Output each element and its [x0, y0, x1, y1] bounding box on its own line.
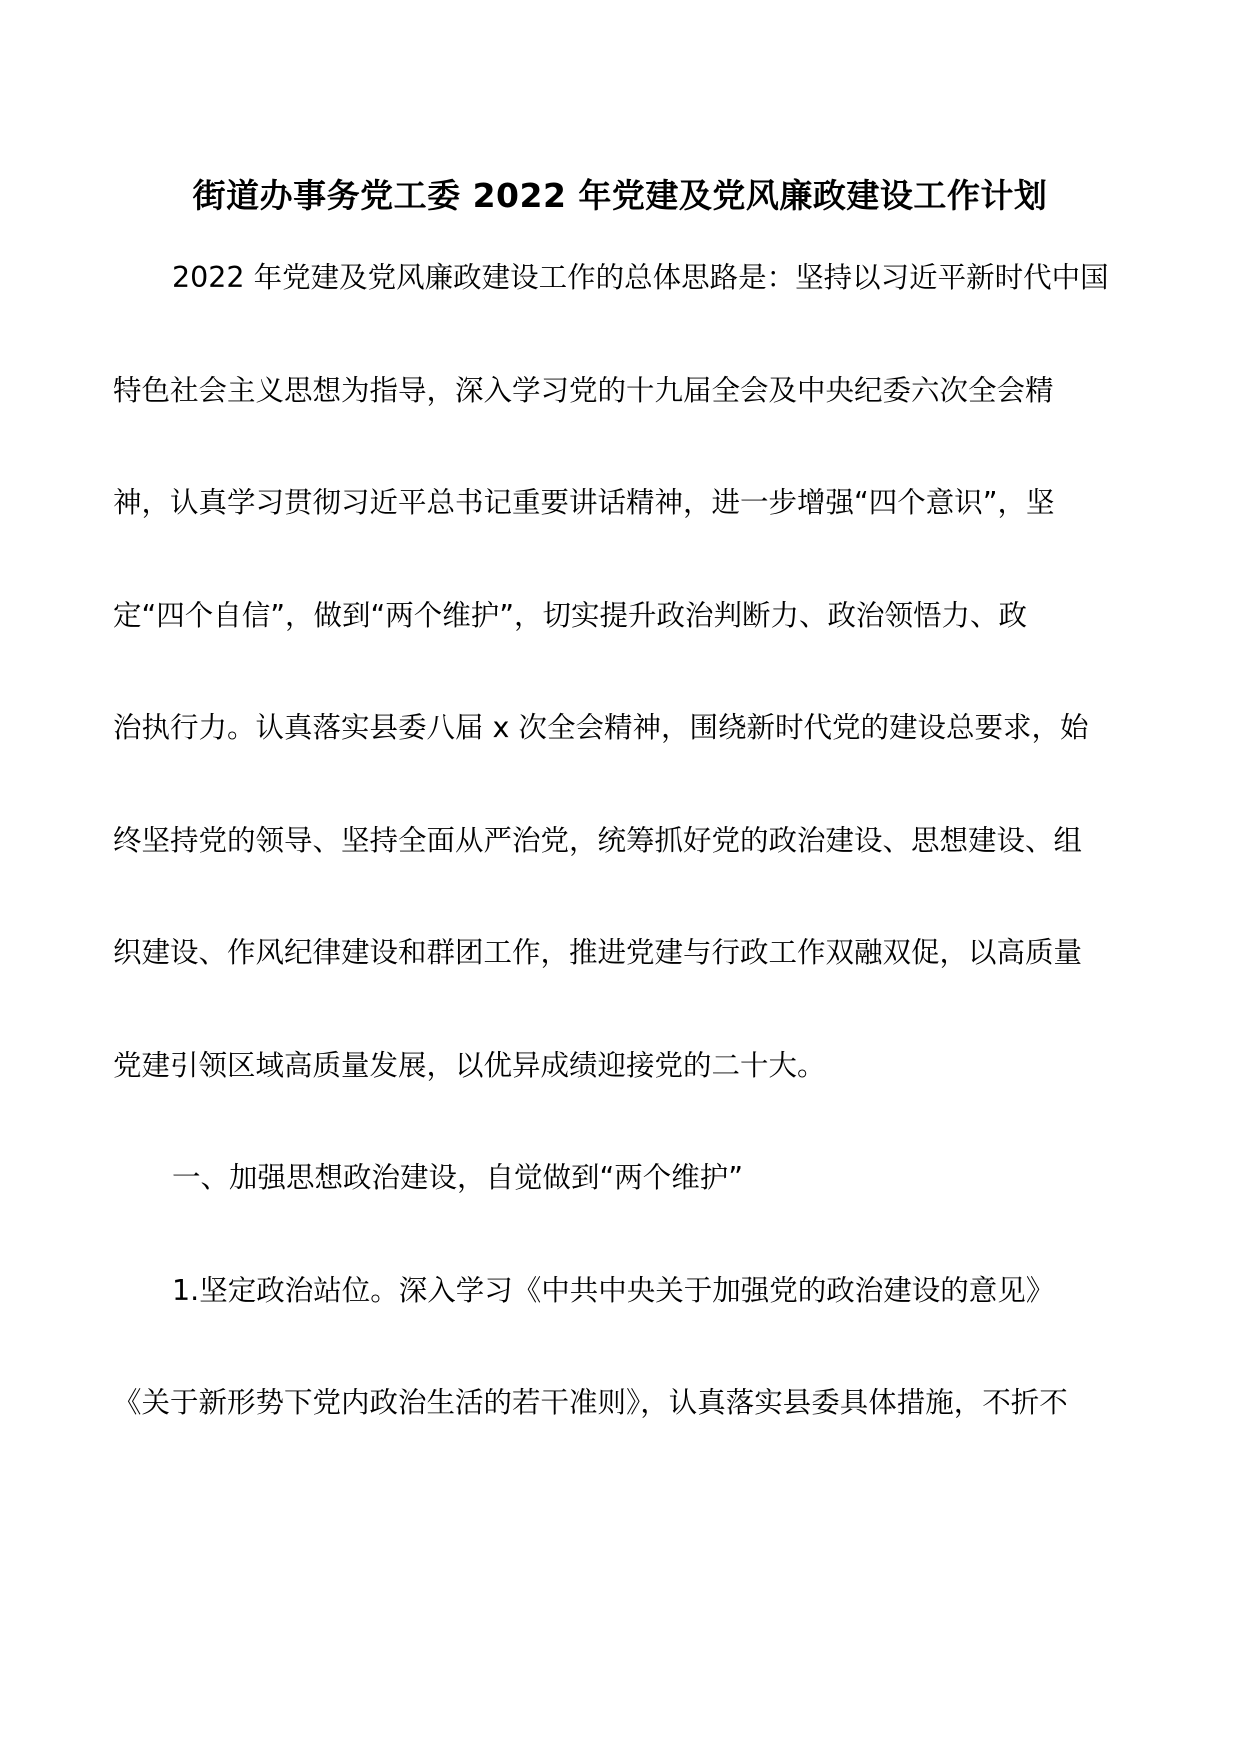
paragraph-intro-line-5: 治执行力。认真落实县委八届 x 次全会精神，围绕新时代党的建设总要求，始 [113, 711, 1089, 744]
paragraph-intro-line-8: 党建引领区域高质量发展，以优异成绩迎接党的二十大。 [113, 1049, 826, 1082]
document-title: 街道办事务党工委 2022 年党建及党风廉政建设工作计划 [192, 176, 1048, 215]
paragraph-intro-line-7: 织建设、作风纪律建设和群团工作，推进党建与行政工作双融双促，以高质量 [113, 936, 1083, 969]
item-1-line-2: 《关于新形势下党内政治生活的若干准则》，认真落实县委具体措施，不折不 [113, 1386, 1068, 1419]
paragraph-intro-line-6: 终坚持党的领导、坚持全面从严治党，统筹抓好党的政治建设、思想建设、组 [113, 824, 1083, 857]
paragraph-intro-line-1: 2022 年党建及党风廉政建设工作的总体思路是：坚持以习近平新时代中国 [172, 261, 1109, 294]
item-1-line-1: 1.坚定政治站位。深入学习《中共中央关于加强党的政治建设的意见》 [172, 1274, 1055, 1307]
paragraph-intro-line-3: 神，认真学习贯彻习近平总书记重要讲话精神，进一步增强“四个意识”，坚 [113, 486, 1055, 519]
paragraph-intro-line-2: 特色社会主义思想为指导，深入学习党的十九届全会及中央纪委六次全会精 [113, 374, 1054, 407]
paragraph-intro-line-4: 定“四个自信”，做到“两个维护”，切实提升政治判断力、政治领悟力、政 [113, 599, 1028, 632]
section-heading-1: 一、加强思想政治建设，自觉做到“两个维护” [172, 1161, 744, 1194]
